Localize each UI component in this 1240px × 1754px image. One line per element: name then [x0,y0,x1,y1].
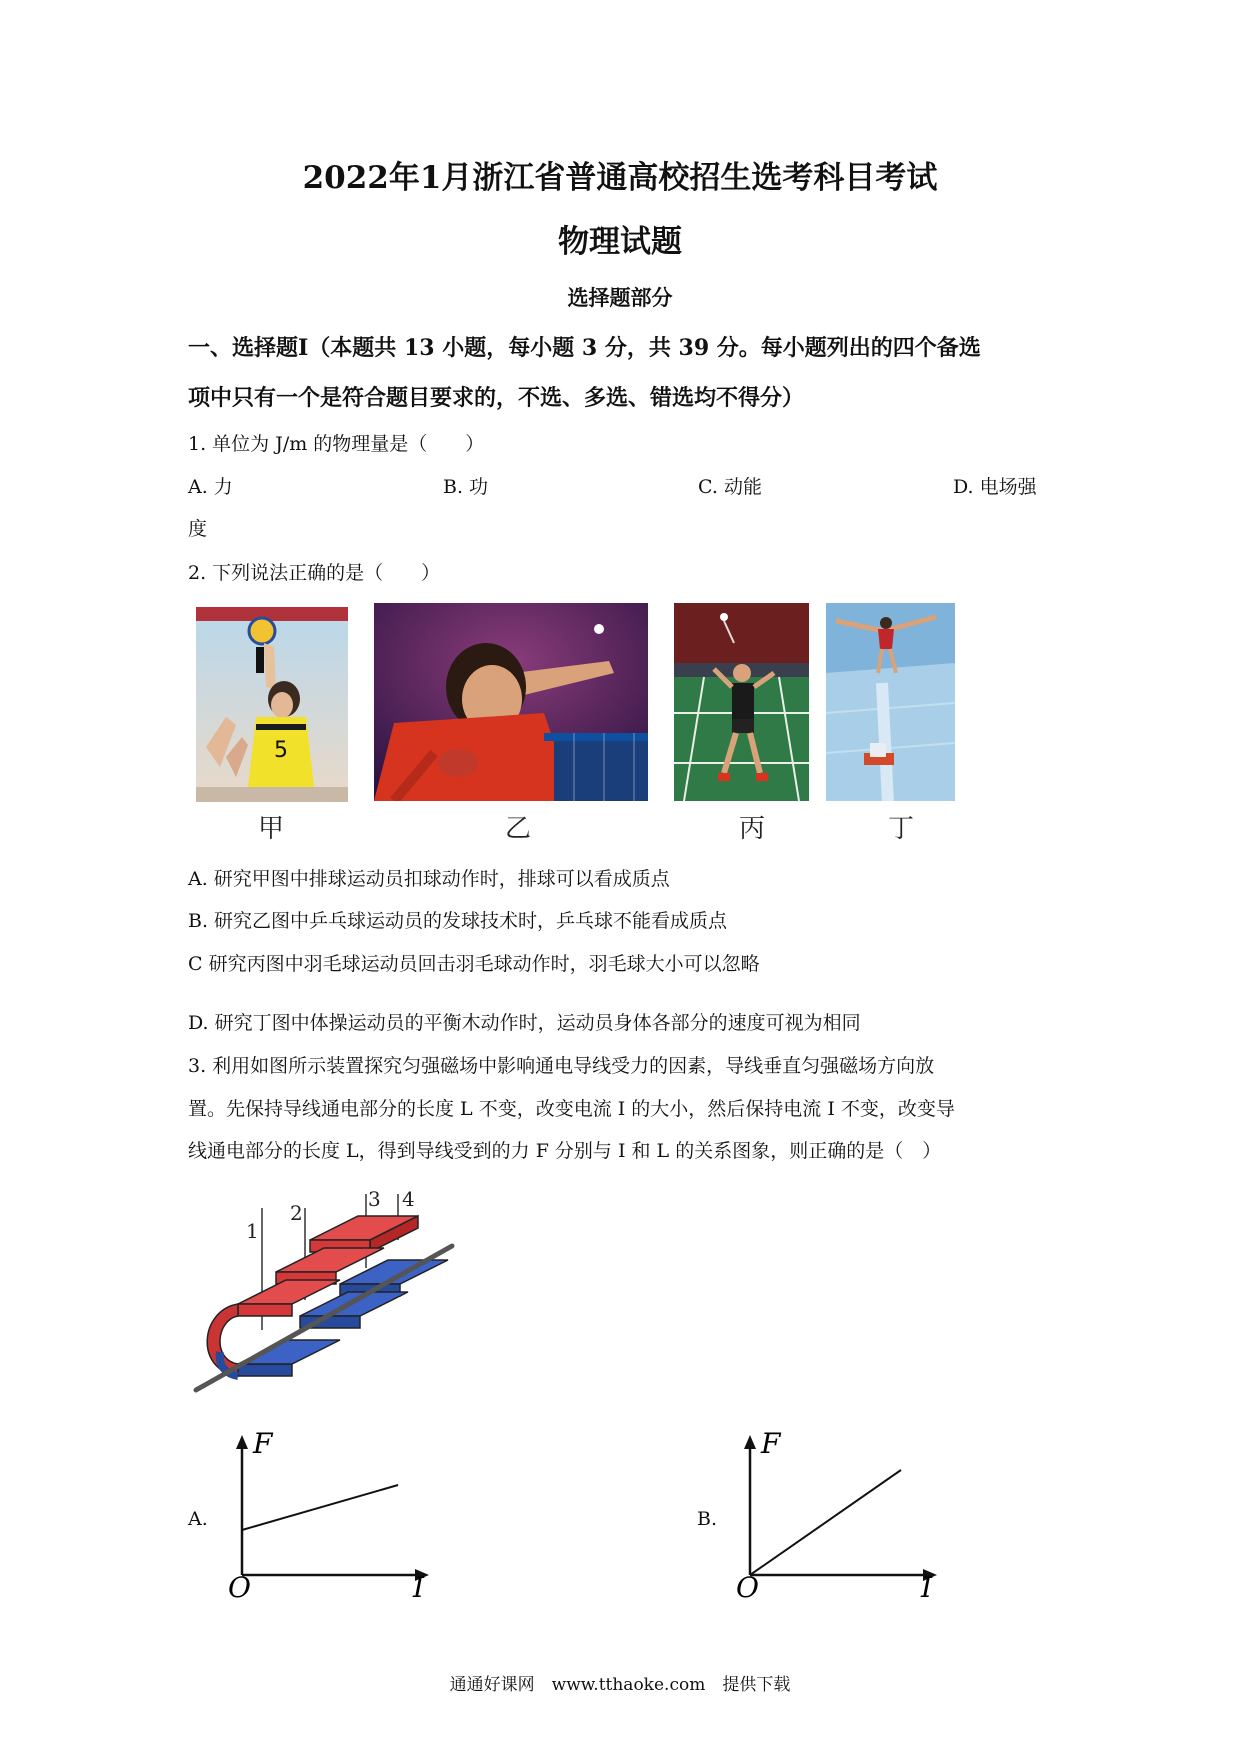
badminton-photo [674,603,809,801]
q1-option-b: B. 功 [443,476,489,498]
q2-stem: 2. 下列说法正确的是（ ） [188,562,441,584]
q2-option-b: B. 研究乙图中乒乓球运动员的发球技术时，乒乓球不能看成质点 [188,910,728,932]
section-heading-line2: 项中只有一个是符合题目要求的，不选、多选、错选均不得分） [188,385,805,411]
q3-stem-line2: 置。先保持导线通电部分的长度 L 不变，改变电流 I 的大小，然后保持电流 I 不变，改变导 [188,1098,955,1120]
q1-stem: 1. 单位为 J/m 的物理量是（ ） [188,433,485,455]
q3-stem-line1: 3. 利用如图所示装置探究匀强磁场中影响通电导线受力的因素，导线垂直匀强磁场方向放 [188,1055,935,1077]
magnet-label-4: 4 [402,1187,415,1211]
q1-option-c: C. 动能 [698,476,762,498]
q2-option-c: C 研究丙图中羽毛球运动员回击羽毛球动作时，羽毛球大小可以忽略 [188,953,760,975]
magnet-label-1: 1 [246,1219,259,1243]
volleyball-photo [196,607,348,802]
graph-a [225,1425,435,1600]
graph-a-origin: O [228,1571,251,1600]
q1-option-a: A. 力 [188,476,233,498]
table-tennis-photo [374,603,648,801]
caption-bing: 丙 [739,814,766,844]
magnet-apparatus-diagram [190,1180,470,1410]
graph-a-x-label: I [413,1571,425,1600]
graph-b-option-label: B. [697,1508,718,1530]
graph-b-x-label: I [921,1571,933,1600]
balance-beam-photo [826,603,955,801]
part-title: 选择题部分 [567,285,673,310]
section-heading-line1: 一、选择题Ⅰ（本题共 13 小题，每小题 3 分，共 39 分。每小题列出的四个备选 [188,335,981,361]
magnet-label-3: 3 [368,1187,381,1211]
footer-source: 通通好课网 www.tthaoke.com 提供下载 [449,1675,791,1695]
caption-ding: 丁 [888,814,915,844]
caption-yi: 乙 [505,814,532,844]
q1-option-d: D. 电场强 [953,476,1037,498]
caption-jia: 甲 [258,814,285,844]
exam-title: 2022年1月浙江省普通高校招生选考科目考试 [302,160,938,196]
graph-b [733,1425,943,1600]
q2-option-d: D. 研究丁图中体操运动员的平衡木动作时，运动员身体各部分的速度可视为相同 [188,1012,861,1034]
q1-option-d-wrap: 度 [188,518,208,540]
graph-a-y-label: F [253,1427,273,1460]
magnet-label-2: 2 [290,1201,303,1225]
graph-b-y-label: F [761,1427,781,1460]
q3-stem-line3: 线通电部分的长度 L，得到导线受到的力 F 分别与 I 和 L 的关系图象，则正确的是（ ） [188,1140,942,1162]
graph-b-origin: O [736,1571,759,1600]
svg-text:5: 5 [274,738,288,763]
q2-option-a: A. 研究甲图中排球运动员扣球动作时，排球可以看成质点 [188,868,670,890]
graph-a-option-label: A. [188,1508,208,1530]
subject-title: 物理试题 [558,224,682,260]
